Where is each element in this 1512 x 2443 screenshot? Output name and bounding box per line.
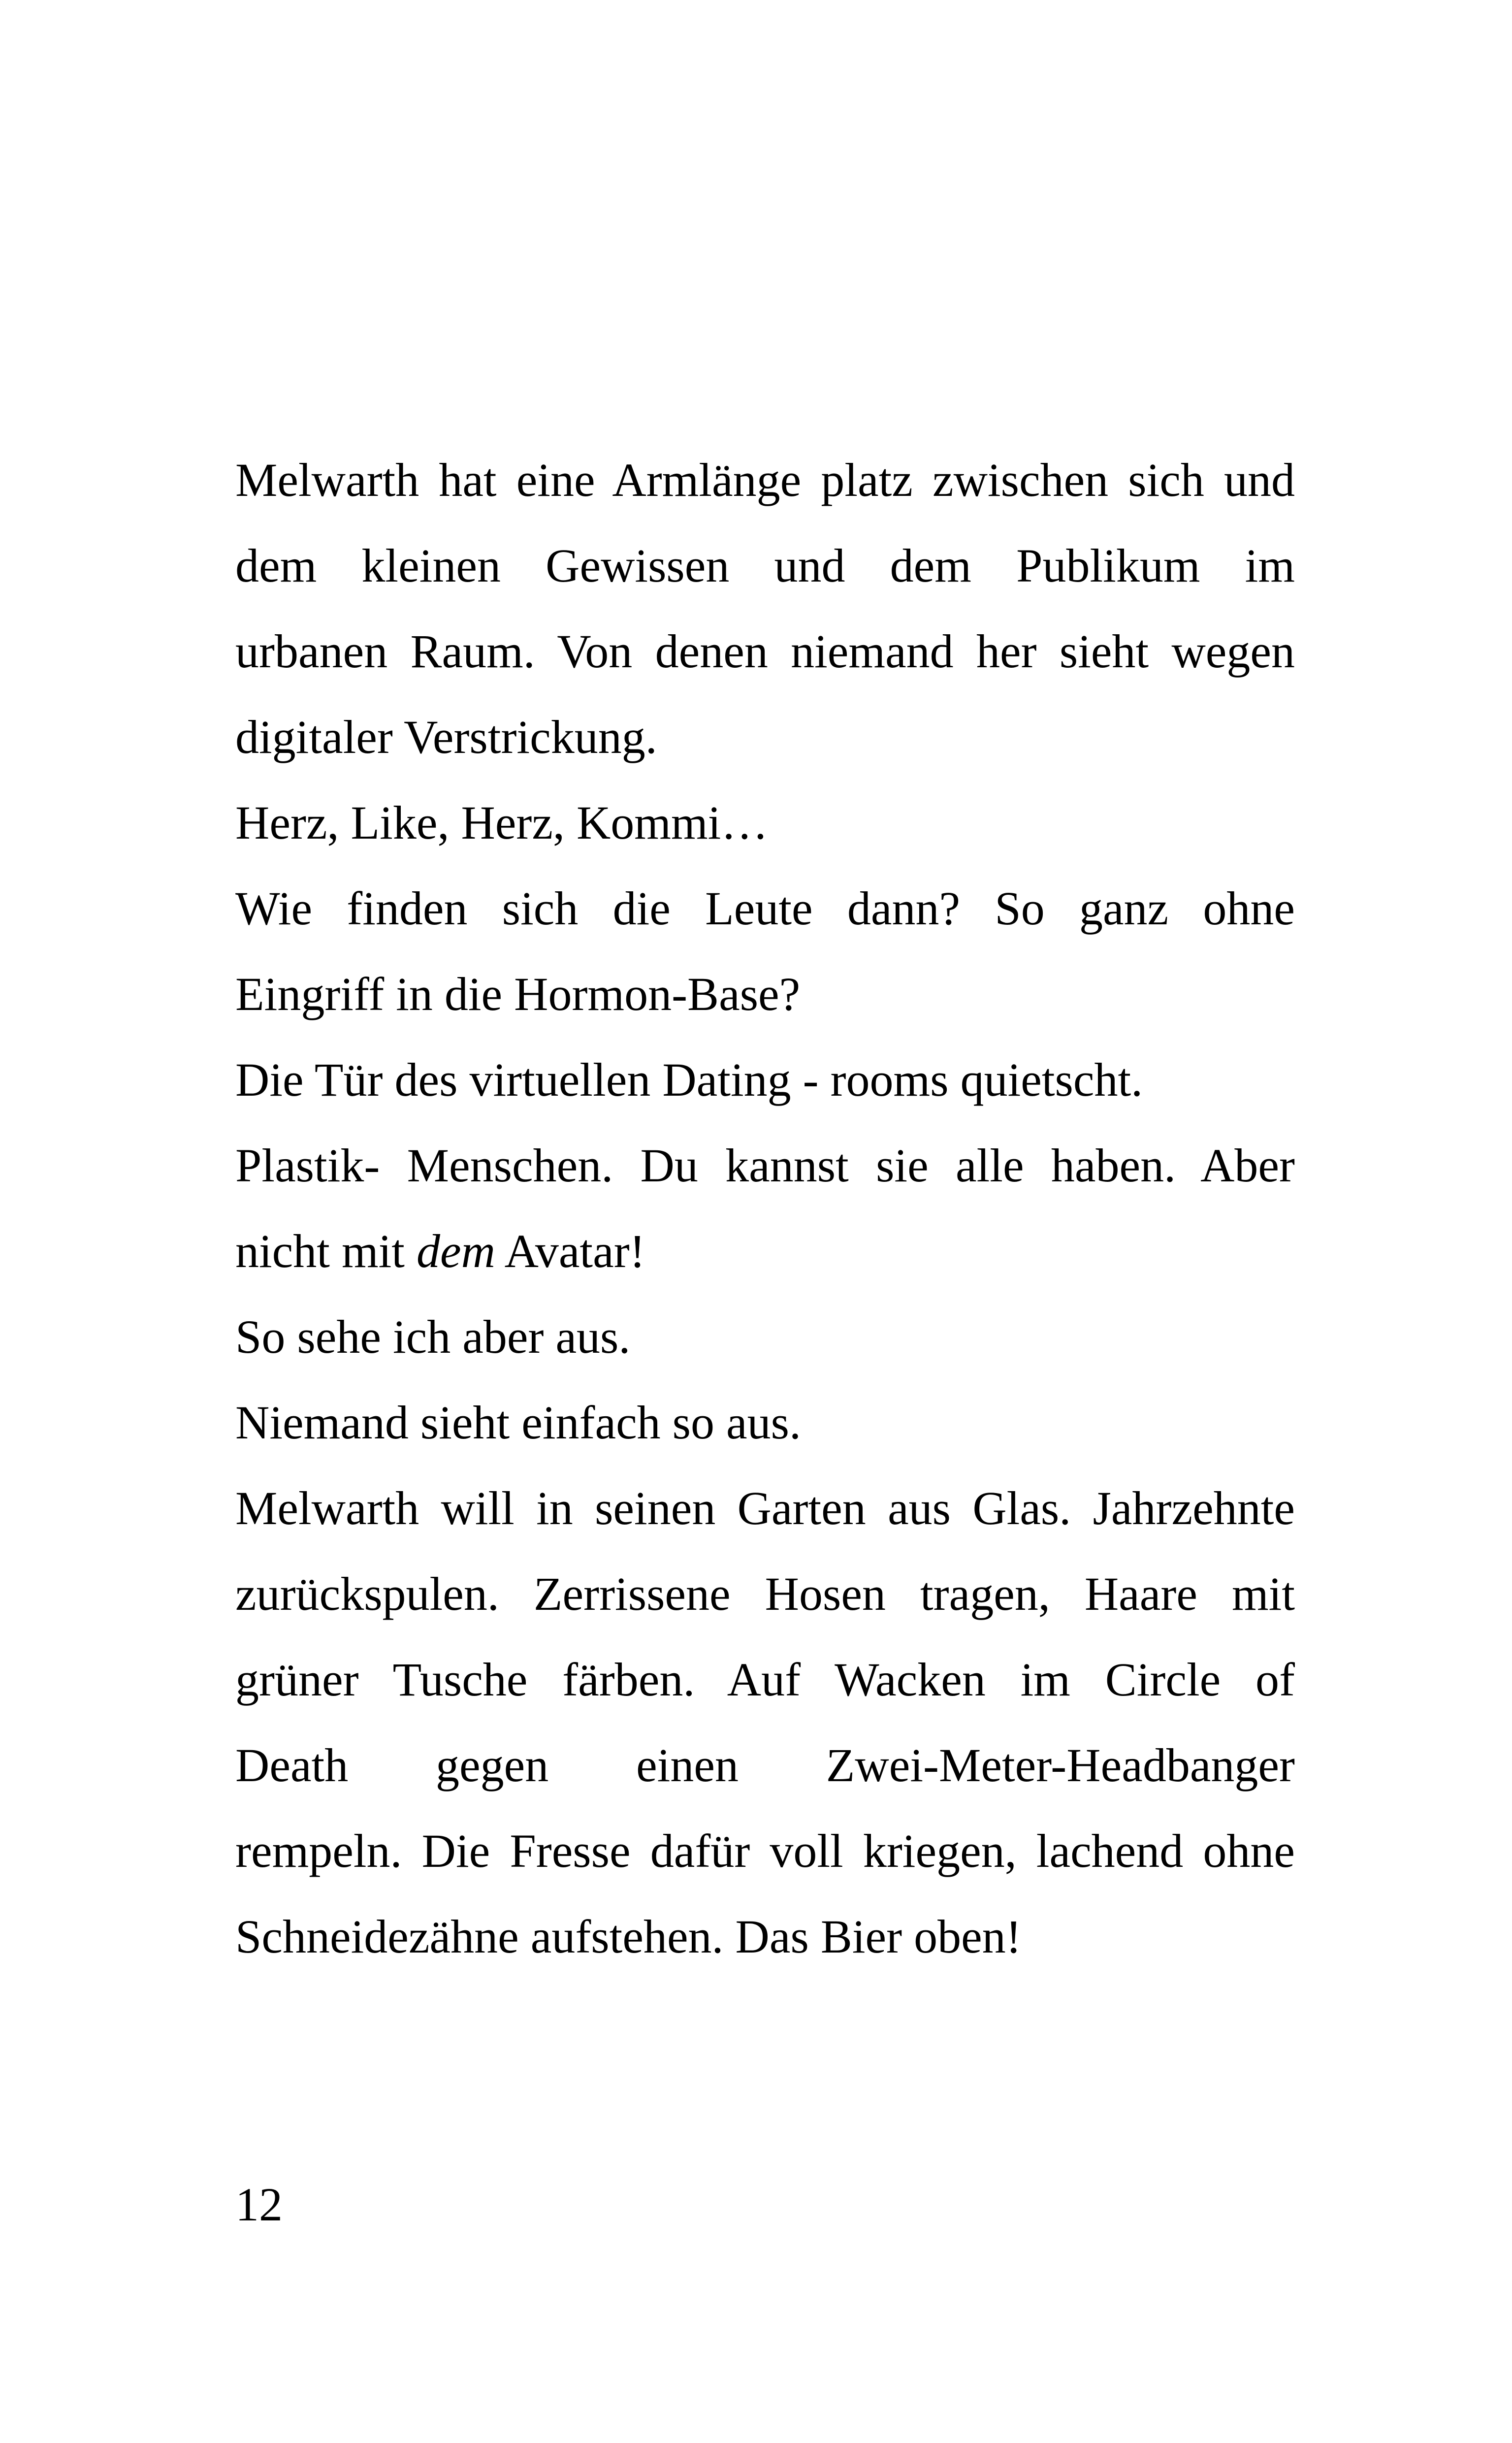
- text-line: Melwarth hat eine Armlänge platz zwischen sich und: [235, 454, 1295, 506]
- page-number: 12: [235, 2178, 283, 2231]
- text-line: Wie finden sich die Leute dann? So ganz ohne: [235, 882, 1295, 935]
- text-line: dem kleinen Gewissen und dem Publikum im: [235, 539, 1295, 592]
- text-line: urbanen Raum. Von denen niemand her sieht wegen: [235, 625, 1295, 678]
- text-line: Plastik- Menschen. Du kannst sie alle haben. Aber: [235, 1139, 1295, 1192]
- text-line: Niemand sieht einfach so aus.: [235, 1396, 801, 1449]
- text-fragment: nicht mit: [235, 1225, 417, 1277]
- text-line: Die Tür des virtuellen Dating - rooms quietscht.: [235, 1053, 1143, 1106]
- text-line: zurückspulen. Zerrissene Hosen tragen, Haare mit: [235, 1567, 1295, 1620]
- text-line: Schneidezähne aufstehen. Das Bier oben!: [235, 1910, 1022, 1963]
- text-line: rempeln. Die Fresse dafür voll kriegen, lachend ohne: [235, 1824, 1295, 1877]
- text-line: Melwarth will in seinen Garten aus Glas. Jahrzehnte: [235, 1482, 1295, 1534]
- text-line: [235, 1208, 1295, 1294]
- text-line: Eingriff in die Hormon-Base?: [235, 968, 801, 1020]
- text-line: Herz, Like, Herz, Kommi…: [235, 796, 769, 849]
- emphasis-word: dem: [416, 1225, 495, 1277]
- text-line: digitaler Verstrickung.: [235, 711, 657, 763]
- text-line: Death gegen einen Zwei-Meter-Headbanger: [235, 1739, 1295, 1792]
- text-line: grüner Tusche färben. Auf Wacken im Circle of: [235, 1653, 1295, 1706]
- text-fragment: Avatar!: [495, 1225, 645, 1277]
- text-line: So sehe ich aber aus.: [235, 1310, 631, 1363]
- body-text: [235, 437, 1295, 1980]
